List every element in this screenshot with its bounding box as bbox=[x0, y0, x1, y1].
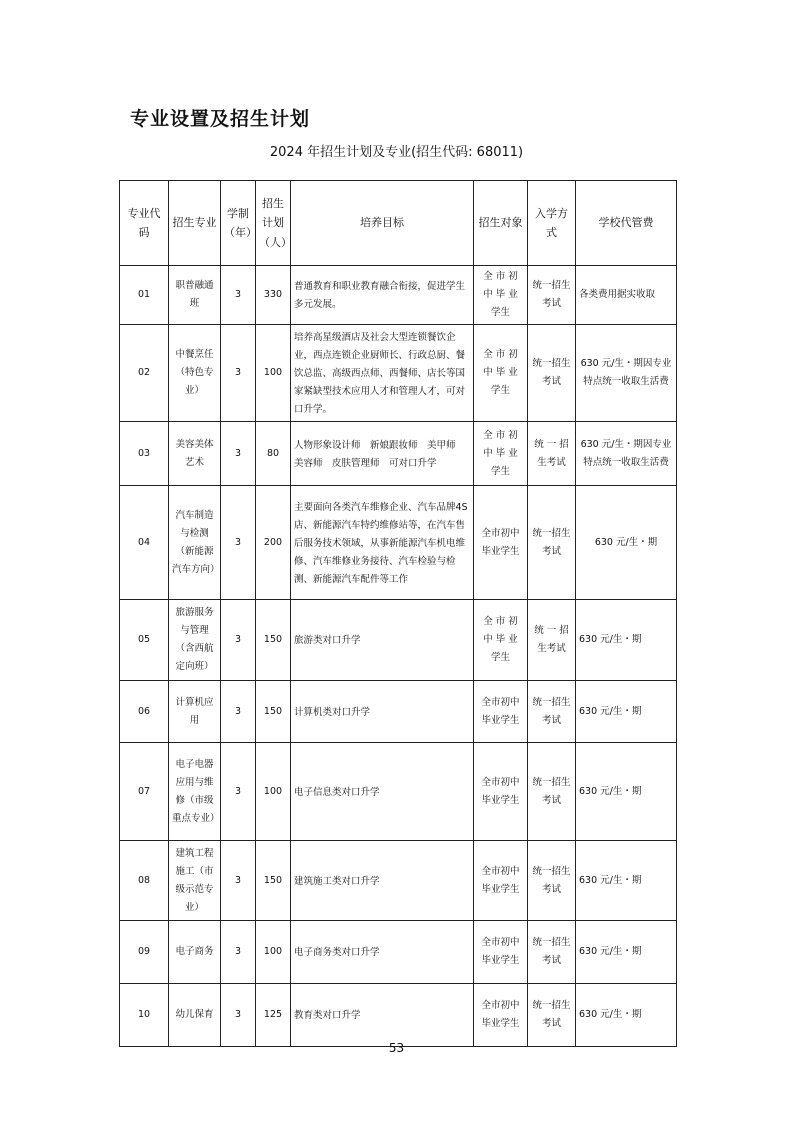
cell-fee: 630 元/生・期 bbox=[576, 921, 677, 984]
header-plan: 招生计划（人） bbox=[256, 181, 291, 266]
cell-code: 08 bbox=[120, 841, 169, 921]
cell-fee: 630 元/生・期 bbox=[576, 681, 677, 743]
goal-text: 电子商务类对口升学 bbox=[294, 947, 380, 959]
cell-target: 全市初中毕业学生 bbox=[474, 841, 528, 921]
cell-admission: 统一招生考试 bbox=[528, 681, 576, 743]
goal-text: 主要面向各类汽车维修企业、汽车品牌4S店、新能源汽车特约维修站等，在汽车售后服务技术领域，从事新能源汽车机电维修、汽车维修业务接待、汽车检验与检测、新能源汽车配件等工作 bbox=[294, 501, 468, 585]
cell-goal bbox=[291, 984, 474, 1047]
cell-goal bbox=[291, 743, 474, 841]
cell-target: 全市初中毕业学生 bbox=[474, 743, 528, 841]
cell-duration: 3 bbox=[221, 681, 256, 743]
cell-plan: 150 bbox=[256, 681, 291, 743]
cell-major: 电子商务 bbox=[169, 921, 221, 984]
header-duration: 学制（年） bbox=[221, 181, 256, 266]
cell-plan: 330 bbox=[256, 266, 291, 325]
cell-major: 汽车制造与检测（新能源汽车方向） bbox=[169, 486, 221, 600]
table-row bbox=[120, 841, 677, 921]
cell-goal bbox=[291, 600, 474, 681]
table-row bbox=[120, 266, 677, 325]
cell-plan: 100 bbox=[256, 325, 291, 422]
cell-admission: 统一招生考试 bbox=[528, 984, 576, 1047]
goal-text: 培养高星级酒店及社会大型连锁餐饮企业，西点连锁企业厨师长、行政总厨、餐饮总监、高级西点师、西餐师、店长等国家紧缺型技术应用人才和管理人才，可对口升学。 bbox=[294, 332, 466, 416]
cell-goal bbox=[291, 921, 474, 984]
cell-fee: 630 元/生・期 bbox=[576, 841, 677, 921]
table-header-row bbox=[120, 181, 677, 266]
cell-duration: 3 bbox=[221, 325, 256, 422]
goal-text: 计算机类对口升学 bbox=[294, 706, 371, 718]
cell-goal bbox=[291, 841, 474, 921]
table-row bbox=[120, 600, 677, 681]
cell-code: 02 bbox=[120, 325, 169, 422]
cell-major: 计算机应用 bbox=[169, 681, 221, 743]
cell-fee: 各类费用据实收取 bbox=[576, 266, 677, 325]
table-row bbox=[120, 422, 677, 486]
cell-duration: 3 bbox=[221, 600, 256, 681]
cell-duration: 3 bbox=[221, 984, 256, 1047]
goal-text: 电子信息类对口升学 bbox=[294, 786, 380, 798]
cell-target: 全 市 初 中 毕 业 学生 bbox=[474, 325, 528, 422]
cell-target: 全市初中毕业学生 bbox=[474, 984, 528, 1047]
cell-plan: 200 bbox=[256, 486, 291, 600]
cell-major: 旅游服务与管理（含西航定向班） bbox=[169, 600, 221, 681]
goal-text: 人物形象设计师 新娘跟妆师 美甲师 美容师 皮肤管理师 可对口升学 bbox=[294, 439, 466, 469]
header-fee: 学校代管费 bbox=[576, 181, 677, 266]
cell-target: 全 市 初 中 毕 业 学生 bbox=[474, 266, 528, 325]
cell-major: 美容美体艺术 bbox=[169, 422, 221, 486]
cell-duration: 3 bbox=[221, 921, 256, 984]
cell-plan: 100 bbox=[256, 743, 291, 841]
cell-major: 中餐烹任（特色专业） bbox=[169, 325, 221, 422]
cell-goal bbox=[291, 681, 474, 743]
cell-plan: 100 bbox=[256, 921, 291, 984]
header-admission: 入学方式 bbox=[528, 181, 576, 266]
header-goal: 培养目标 bbox=[291, 181, 474, 266]
cell-code: 04 bbox=[120, 486, 169, 600]
cell-admission: 统 一 招生考试 bbox=[528, 422, 576, 486]
goal-text: 普通教育和职业教育融合衔接，促进学生多元发展。 bbox=[294, 281, 466, 311]
cell-code: 10 bbox=[120, 984, 169, 1047]
cell-plan: 125 bbox=[256, 984, 291, 1047]
table-row bbox=[120, 743, 677, 841]
enrollment-plan-table bbox=[119, 180, 677, 1047]
cell-fee: 630 元/生・期 bbox=[576, 743, 677, 841]
cell-admission: 统一招生考试 bbox=[528, 486, 576, 600]
cell-major: 职普融通班 bbox=[169, 266, 221, 325]
section-title: 专业设置及招生计划 bbox=[130, 108, 311, 130]
page-number: 53 bbox=[388, 1041, 405, 1055]
table-row bbox=[120, 984, 677, 1047]
cell-admission: 统一招生考试 bbox=[528, 743, 576, 841]
table-caption: 2024 年招生计划及专业(招生代码: 68011) bbox=[269, 145, 524, 160]
table-row bbox=[120, 681, 677, 743]
cell-duration: 3 bbox=[221, 266, 256, 325]
cell-goal bbox=[291, 486, 474, 600]
cell-duration: 3 bbox=[221, 743, 256, 841]
cell-fee: 630 元/生・期 bbox=[576, 984, 677, 1047]
cell-duration: 3 bbox=[221, 422, 256, 486]
cell-code: 03 bbox=[120, 422, 169, 486]
cell-target: 全 市 初 中 毕 业 学生 bbox=[474, 422, 528, 486]
goal-text: 旅游类对口升学 bbox=[294, 635, 361, 647]
cell-duration: 3 bbox=[221, 486, 256, 600]
cell-goal bbox=[291, 325, 474, 422]
table-row bbox=[120, 325, 677, 422]
cell-major: 建筑工程施工（市级示范专业） bbox=[169, 841, 221, 921]
cell-plan: 150 bbox=[256, 600, 291, 681]
cell-admission: 统一招生考试 bbox=[528, 266, 576, 325]
cell-fee: 630 元/生・期 bbox=[576, 486, 677, 600]
cell-admission: 统一招生考试 bbox=[528, 841, 576, 921]
goal-text: 建筑施工类对口升学 bbox=[294, 875, 380, 887]
cell-admission: 统 一 招生考试 bbox=[528, 600, 576, 681]
cell-goal bbox=[291, 422, 474, 486]
cell-plan: 80 bbox=[256, 422, 291, 486]
table-row bbox=[120, 921, 677, 984]
goal-text: 教育类对口升学 bbox=[294, 1010, 361, 1022]
cell-code: 06 bbox=[120, 681, 169, 743]
cell-target: 全市初中毕业学生 bbox=[474, 486, 528, 600]
cell-target: 全市初中毕业学生 bbox=[474, 921, 528, 984]
cell-target: 全市初中毕业学生 bbox=[474, 681, 528, 743]
cell-plan: 150 bbox=[256, 841, 291, 921]
cell-fee: 630 元/生・期因专业特点统一收取生活费 bbox=[576, 325, 677, 422]
cell-major: 电子电器应用与维修（市级重点专业） bbox=[169, 743, 221, 841]
cell-goal bbox=[291, 266, 474, 325]
cell-code: 09 bbox=[120, 921, 169, 984]
table-row bbox=[120, 486, 677, 600]
header-target: 招生对象 bbox=[474, 181, 528, 266]
cell-fee: 630 元/生・期 bbox=[576, 600, 677, 681]
header-code: 专业代码 bbox=[120, 181, 169, 266]
cell-duration: 3 bbox=[221, 841, 256, 921]
cell-admission: 统一招生考试 bbox=[528, 921, 576, 984]
cell-code: 05 bbox=[120, 600, 169, 681]
cell-code: 07 bbox=[120, 743, 169, 841]
cell-target: 全 市 初 中 毕 业 学生 bbox=[474, 600, 528, 681]
cell-code: 01 bbox=[120, 266, 169, 325]
header-major: 招生专业 bbox=[169, 181, 221, 266]
cell-major: 幼儿保育 bbox=[169, 984, 221, 1047]
cell-admission: 统一招生考试 bbox=[528, 325, 576, 422]
cell-fee: 630 元/生・期因专业特点统一收取生活费 bbox=[576, 422, 677, 486]
